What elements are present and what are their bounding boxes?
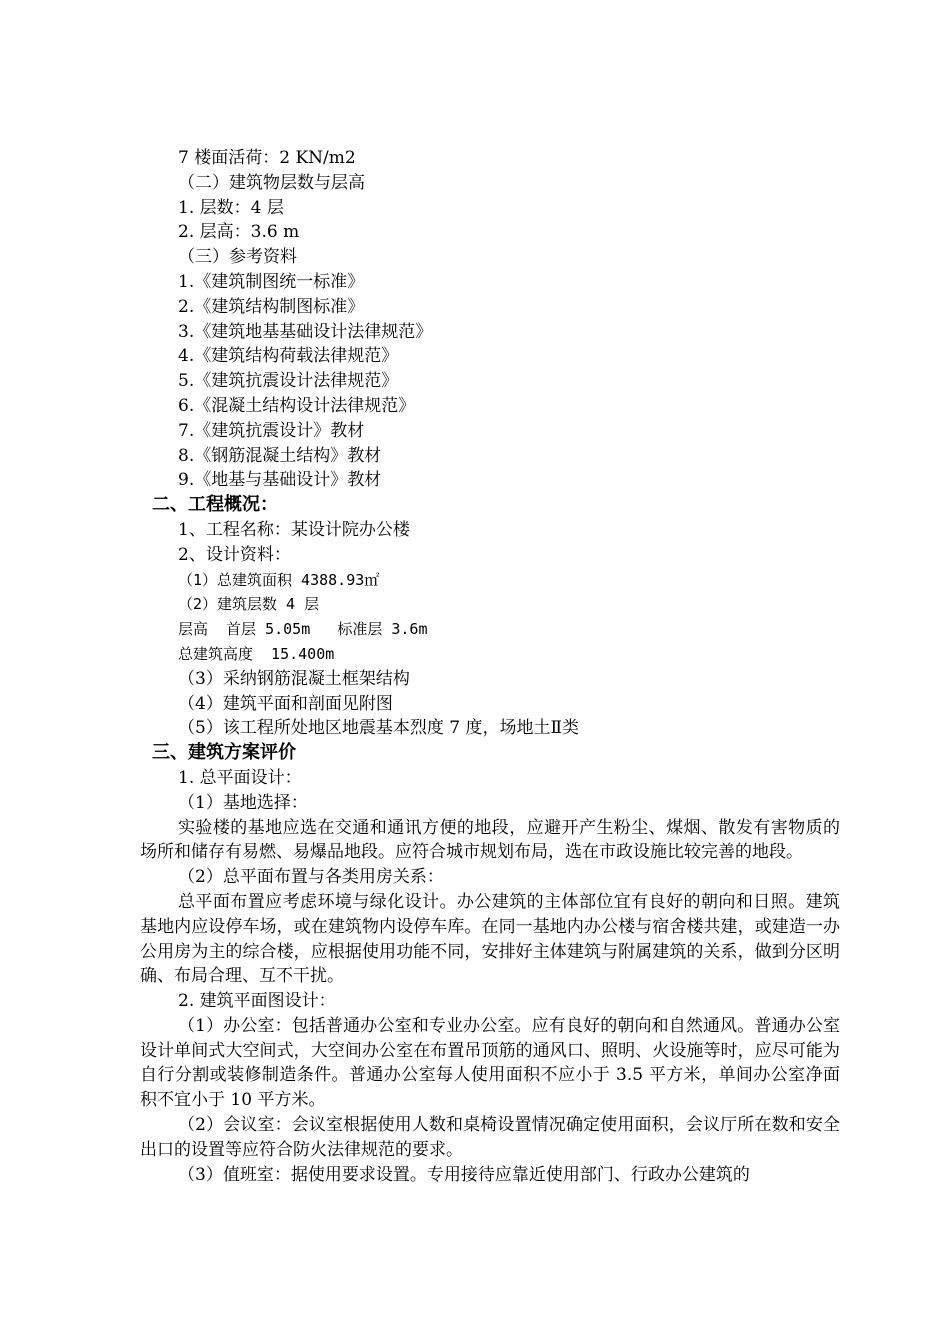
text-line: （2）建筑层数 4 层 (178, 595, 320, 614)
text-line: （2）总平面布置与各类用房关系： (178, 867, 444, 888)
paragraph: （3）值班室：据使用要求设置。专用接待应靠近使用部门、行政办公建筑的 (178, 1164, 750, 1185)
text-line: （三）参考资料 (178, 247, 297, 268)
text-line: （5）该工程所处地区地震基本烈度 7 度，场地土Ⅱ类 (178, 718, 579, 739)
text-line: 7 楼面活荷：2 KN/m2 (178, 148, 356, 168)
reference-item: 2.《建筑结构制图标准》 (178, 296, 365, 317)
reference-item: 6.《混凝土结构设计法律规范》 (178, 395, 416, 416)
text-line: 2、设计资料： (178, 544, 291, 565)
text-line: （二）建筑物层数与层高 (178, 172, 365, 193)
reference-item: 7.《建筑抗震设计》教材 (178, 420, 365, 441)
text-line: 层高 首层 5.05m 标准层 3.6m (178, 620, 428, 639)
reference-item: 1.《建筑制图统一标准》 (178, 271, 365, 292)
paragraph: 实验楼的基地应选在交通和通讯方便的地段，应避开产生粉尘、煤烟、散发有害物质的场所和储存有易燃、易爆品地段。应符合城市规划布局，选在市政设施比较完善的地段。 (140, 817, 840, 863)
text-line: 总建筑高度 15.400m (178, 644, 335, 663)
text-line: 1. 层数：4 层 (178, 197, 284, 218)
document-body (140, 146, 840, 1187)
text-line: （1）基地选择： (178, 792, 308, 813)
reference-item: 9.《地基与基础设计》教材 (178, 470, 382, 491)
text-line: 1. 总平面设计： (178, 767, 302, 788)
reference-item: 5.《建筑抗震设计法律规范》 (178, 371, 399, 392)
section-heading: 二、工程概况： (152, 494, 278, 516)
text-line: （4）建筑平面和剖面见附图 (178, 693, 393, 714)
reference-item: 4.《建筑结构荷载法律规范》 (178, 346, 399, 367)
text-line: 1、工程名称：某设计院办公楼 (178, 519, 410, 540)
paragraph: 总平面布置应考虑环境与绿化设计。办公建筑的主体部位宜有良好的朝向和日照。建筑基地内应设停车场，或在建筑物内设停车库。在同一基地内办公楼与宿舍楼共建，或建造一办公用房为主的综合楼，应根据使用功能不同，安排好主体建筑与附属建筑的关系，做到分区明确、布局合理、互不干扰。 (140, 891, 840, 987)
paragraph: （1）办公室：包括普通办公室和专业办公室。应有良好的朝向和自然通风。普通办公室设计单间式大空间式，大空间办公室在布置吊顶筋的通风口、照明、火设施等时，应尽可能为自行分割或装修制造条件。普通办公室每人使用面积不应小于 3.5 平方米，单间办公室净面积不宜小于 10 平方米。 (140, 1015, 840, 1111)
text-line: 2. 层高：3.6 m (178, 222, 300, 243)
reference-item: 3.《建筑地基基础设计法律规范》 (178, 321, 433, 342)
text-line: （3）采纳钢筋混凝土框架结构 (178, 668, 410, 689)
reference-item: 8.《钢筋混凝土结构》教材 (178, 445, 382, 466)
paragraph: （2）会议室：会议室根据使用人数和桌椅设置情况确定使用面积，会议厅所在数和安全出口的设置等应符合防火法律规范的要求。 (140, 1115, 840, 1160)
text-line: （1）总建筑面积 4388.93㎡ (178, 570, 380, 589)
section-heading: 三、建筑方案评价 (152, 742, 296, 764)
text-line: 2. 建筑平面图设计： (178, 991, 336, 1012)
